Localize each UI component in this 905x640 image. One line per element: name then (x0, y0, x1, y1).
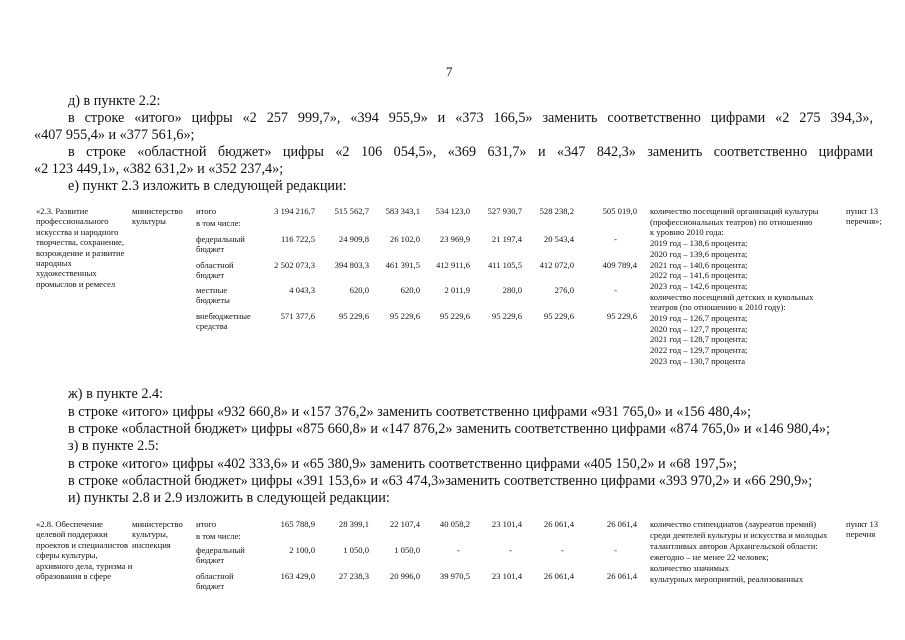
table-cell: 527 930,7 (487, 206, 522, 216)
indicator-line: театров (по отношению к 2010 году): (650, 302, 786, 313)
table-cell: 505 019,0 (602, 206, 637, 216)
indicator-line: количество стипендиатов (лауреатов премий) (650, 519, 817, 529)
table-measure: «2.8. Обеспечение целевой поддержки проектов и специалистов сферы культуры, архивного дела, туризма и образования в сфере (36, 519, 133, 582)
table-row-source: итого (196, 206, 217, 216)
indicator-line: количество значимых (650, 562, 730, 573)
table-cell: 26 102,0 (389, 234, 420, 244)
table-row-source: в том числе: (196, 531, 241, 541)
table-cell: 461 391,5 (385, 260, 420, 270)
table-cell: 26 061,4 (606, 571, 637, 581)
paragraph-z-obl: в строке «областной бюджет» цифры «391 153,6» и «63 474,3»заменить соответственно цифрами «393 970,2» и «66 290,9»; (68, 473, 813, 489)
paragraph-zh-heading: ж) в пункте 2.4: (68, 386, 164, 402)
table-cell: 3 194 216,7 (274, 206, 315, 216)
indicator-line: 2021 год – 128,7 процента; (650, 334, 748, 345)
table-executor: министерство культуры (132, 206, 183, 227)
indicator-line: ежегодно – не менее 22 человек; (650, 551, 769, 562)
table-cell: 4 043,3 (289, 285, 315, 295)
table-cell: 534 123,0 (435, 206, 470, 216)
table-row-source: итого (196, 519, 217, 529)
table-cell: 280,0 (502, 285, 522, 295)
paragraph-d-itogo-line1: в строке «итого» цифры «2 257 999,7», «394 955,9» и «373 166,5» заменить соответственно цифрами «2 275 394,3», (68, 110, 873, 126)
table-cell: 95 229,6 (491, 311, 522, 321)
table-cell: 26 061,4 (543, 571, 574, 581)
table-row-source: внебюджетные средства (196, 311, 251, 332)
indicator-line: 2022 год – 141,6 процента; (650, 270, 748, 281)
table-cell: 21 197,4 (491, 234, 522, 244)
table-cell: 40 058,2 (439, 519, 470, 529)
table-cell: 23 101,4 (491, 519, 522, 529)
table-cell: - (614, 234, 617, 244)
indicator-line: 2020 год – 127,7 процента; (650, 323, 748, 334)
table-cell: 27 238,3 (338, 571, 369, 581)
table-indicators (650, 206, 819, 367)
table-cell: 28 399,1 (338, 519, 369, 529)
table-row-source: местные бюджеты (196, 285, 230, 306)
table-measure: «2.3. Развитие профессионального искусства и народного творчества, сохранение, возрождение и развитие народных художественных промыслов и ремесел (36, 206, 125, 289)
table-cell: 95 229,6 (389, 311, 420, 321)
paragraph-zh-itogo: в строке «итого» цифры «932 660,8» и «157 376,2» заменить соответственно цифрами «931 765,0» и «156 480,4»; (68, 404, 752, 420)
indicator-line: к уровню 2010 года: (650, 227, 724, 238)
paragraph-d-obl-line1: в строке «областной бюджет» цифры «2 106 054,5», «369 631,7» и «347 842,3» заменить соответственно цифрами (68, 144, 873, 160)
table-cell: 276,0 (554, 285, 574, 295)
table-cell: 24 909,8 (338, 234, 369, 244)
page-number: 7 (446, 64, 453, 79)
paragraph-z-itogo: в строке «итого» цифры «402 333,6» и «65 380,9» заменить соответственно цифрами «405 150,2» и «68 197,5»; (68, 456, 737, 472)
table-cell: 95 229,6 (606, 311, 637, 321)
table-cell: 116 722,5 (280, 234, 315, 244)
table-executor: министерство культуры, инспекция (132, 519, 183, 550)
paragraph-d-obl-line2: «2 123 449,1», «382 631,2» и «352 237,4»; (34, 161, 284, 177)
table-cell: 26 061,4 (543, 519, 574, 529)
paragraph-e-heading: е) пункт 2.3 изложить в следующей редакции: (68, 178, 347, 194)
table-cell: - (509, 545, 512, 555)
table-cell: - (614, 545, 617, 555)
table-cell: 412 072,0 (539, 260, 574, 270)
indicator-line: среди деятелей культуры и искусства и молодых (650, 529, 828, 540)
table-cell: 2 502 073,3 (274, 260, 315, 270)
table-link: пункт 13 перечня»; (846, 206, 882, 227)
table-row-source: федеральный бюджет (196, 545, 245, 566)
table-cell: 1 050,0 (343, 545, 369, 555)
indicator-line: 2023 год – 142,6 процента; (650, 280, 748, 291)
table-cell: 2 011,9 (444, 285, 470, 295)
table-cell: 23 101,4 (491, 571, 522, 581)
table-cell: - (561, 545, 564, 555)
table-cell: 412 911,6 (435, 260, 470, 270)
paragraph-zh-obl: в строке «областной бюджет» цифры «875 660,8» и «147 876,2» заменить соответственно цифрами «874 765,0» и «146 980,4»; (68, 421, 830, 437)
indicator-line: количество посещений детских и кукольных (650, 291, 814, 302)
table-row-source: областной бюджет (196, 260, 234, 281)
table-cell: 39 970,5 (439, 571, 470, 581)
table-row-source: в том числе: (196, 218, 241, 228)
table-indicators (650, 519, 827, 584)
table-cell: 411 105,5 (487, 260, 522, 270)
table-cell: 20 543,4 (543, 234, 574, 244)
table-cell: 165 788,9 (280, 519, 315, 529)
indicator-line: количество посещений организаций культуры (650, 206, 819, 216)
indicator-line: 2023 год – 130,7 процента (650, 355, 746, 366)
table-row-source: федеральный бюджет (196, 234, 245, 255)
indicator-line: талантливых авторов Архангельской области: (650, 540, 818, 551)
table-cell: 409 789,4 (602, 260, 637, 270)
table-cell: - (457, 545, 460, 555)
indicator-line: 2019 год – 126,7 процента; (650, 313, 748, 324)
table-cell: 571 377,6 (280, 311, 315, 321)
table-cell: 2 100,0 (289, 545, 315, 555)
table-cell: 394 803,3 (334, 260, 369, 270)
table-cell: 22 107,4 (389, 519, 420, 529)
indicator-line: (профессиональных театров) по отношению (650, 216, 813, 227)
table-cell: 95 229,6 (439, 311, 470, 321)
paragraph-z-heading: з) в пункте 2.5: (68, 438, 159, 454)
paragraph-d-itogo-line2: «407 955,4» и «377 561,6»; (34, 127, 195, 143)
indicator-line: 2021 год – 140,6 процента; (650, 259, 748, 270)
table-cell: 163 429,0 (280, 571, 315, 581)
table-cell: - (614, 285, 617, 295)
table-cell: 95 229,6 (338, 311, 369, 321)
indicator-line: 2020 год – 139,6 процента; (650, 248, 748, 259)
table-cell: 620,0 (349, 285, 369, 295)
table-cell: 620,0 (400, 285, 420, 295)
table-cell: 26 061,4 (606, 519, 637, 529)
table-link: пункт 13 перечня (846, 519, 879, 540)
table-cell: 23 969,9 (439, 234, 470, 244)
indicator-line: 2019 год – 138,6 процента; (650, 238, 748, 249)
table-cell: 95 229,6 (543, 311, 574, 321)
table-cell: 528 238,2 (539, 206, 574, 216)
indicator-line: 2022 год – 129,7 процента; (650, 345, 748, 356)
table-cell: 1 050,0 (394, 545, 420, 555)
indicator-line: культурных мероприятий, реализованных (650, 573, 804, 584)
table-cell: 20 996,0 (389, 571, 420, 581)
table-cell: 583 343,1 (385, 206, 420, 216)
table-cell: 515 562,7 (334, 206, 369, 216)
paragraph-d-heading: д) в пункте 2.2: (68, 93, 161, 109)
paragraph-i-heading: и) пункты 2.8 и 2.9 изложить в следующей редакции: (68, 490, 390, 506)
table-row-source: областной бюджет (196, 571, 234, 592)
